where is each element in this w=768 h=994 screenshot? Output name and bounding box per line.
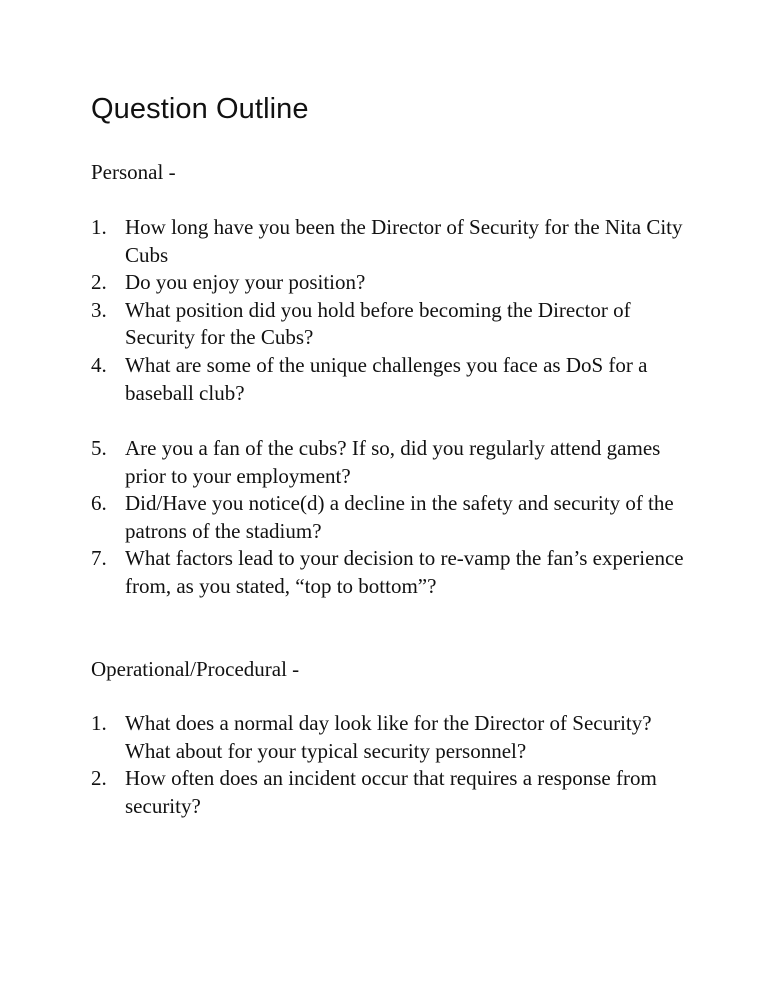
question-text: Do you enjoy your position? [125, 270, 366, 295]
question-number: 1. [91, 215, 107, 239]
question-number: 6. [91, 491, 107, 516]
question-text: What does a normal day look like for the Director of Security? What about for your typical security personnel? [125, 711, 652, 763]
question-list-personal-1 [91, 214, 691, 407]
question-text: What factors lead to your decision to re-vamp the fan’s experience from, as you stated, “top to bottom”? [125, 546, 684, 598]
question-number: 1. [91, 711, 107, 735]
section-heading-personal: Personal - [91, 160, 176, 184]
question-list-personal-2 [91, 435, 691, 601]
question-number: 3. [91, 297, 107, 322]
page-title: Question Outline [91, 93, 309, 125]
list-item [91, 435, 691, 490]
question-number: 5. [91, 436, 107, 460]
list-item [91, 297, 691, 352]
question-number: 2. [91, 270, 107, 295]
list-item [91, 765, 691, 820]
list-item [91, 214, 691, 269]
list-item [91, 352, 691, 407]
question-text: Did/Have you notice(d) a decline in the safety and security of the patrons of the stadium? [125, 491, 674, 543]
question-number: 2. [91, 766, 107, 791]
question-text: Are you a fan of the cubs? If so, did you regularly attend games prior to your employment? [125, 436, 661, 488]
question-text: What are some of the unique challenges you face as DoS for a baseball club? [125, 352, 648, 405]
question-list-operational [91, 710, 691, 820]
list-item [91, 269, 691, 297]
list-item [91, 490, 691, 545]
question-number: 7. [91, 546, 107, 571]
question-text: What position did you hold before becoming the Director of Security for the Cubs? [125, 297, 631, 350]
section-heading-operational: Operational/Procedural - [91, 657, 300, 681]
question-number: 4. [91, 352, 107, 377]
question-text: How often does an incident occur that requires a response from security? [125, 766, 657, 818]
list-item [91, 710, 691, 765]
question-text: How long have you been the Director of Security for the Nita City Cubs [125, 215, 683, 267]
list-item [91, 545, 691, 600]
